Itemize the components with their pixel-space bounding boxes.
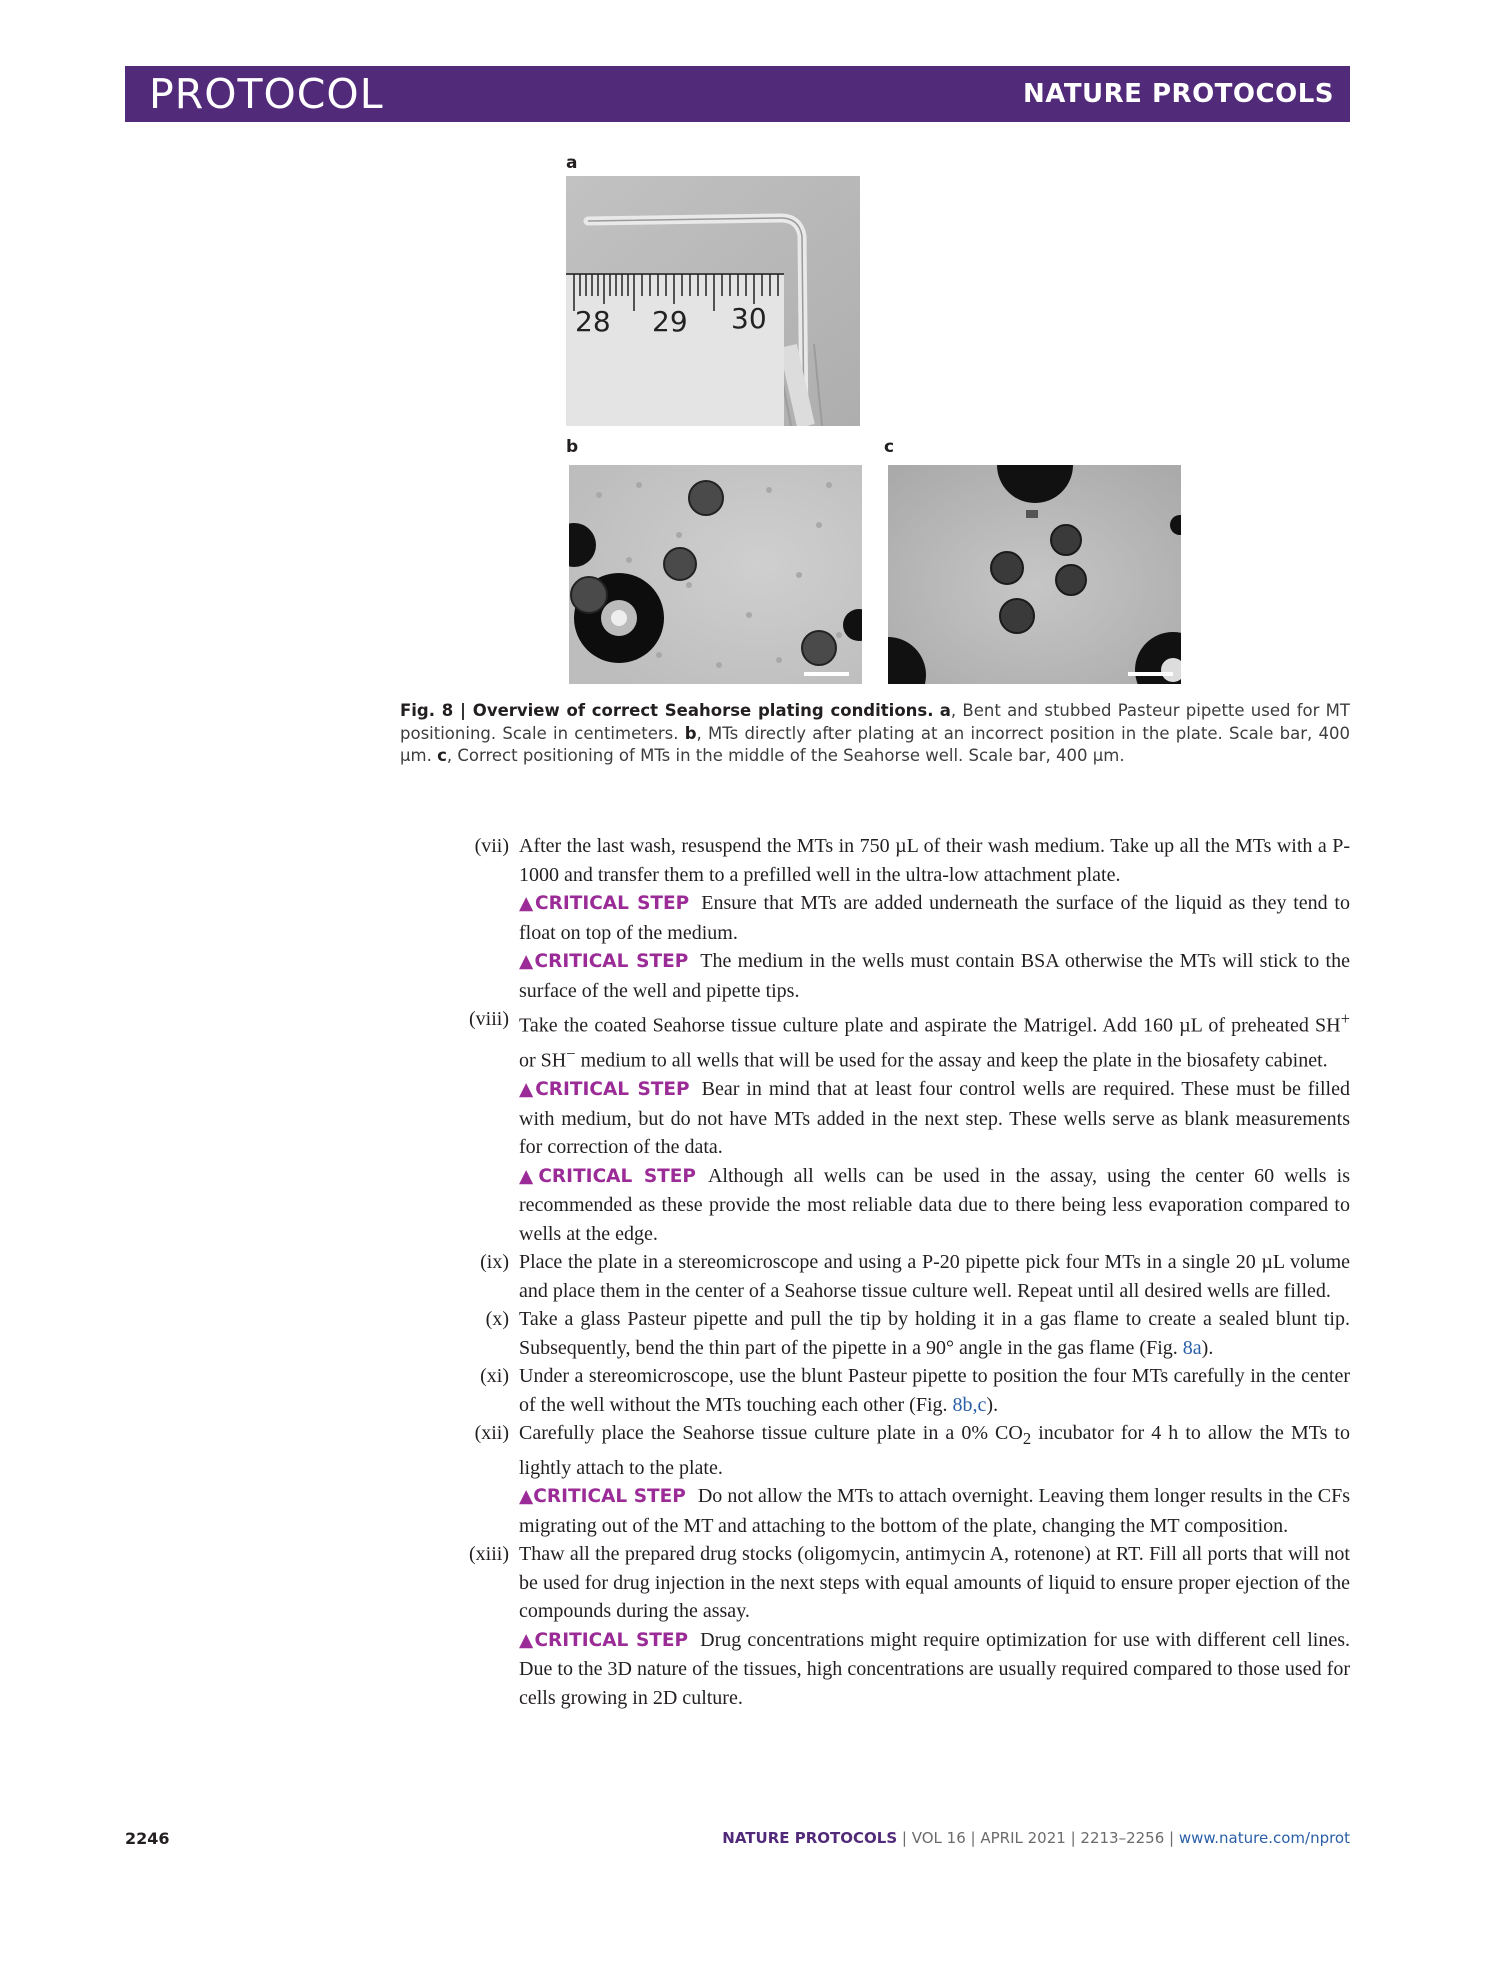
warning-triangle-icon: ▲ [519,893,535,914]
caption-b-label: b [684,723,697,743]
caption-a-label: a [939,701,951,720]
footer-volume: VOL 16 [911,1829,966,1847]
critical-step: ▲CRITICAL STEP The medium in the wells must contain BSA otherwise the MTs will stick to the surface of the well and pipette tips. [519,950,1350,1002]
step-xi [400,1362,1350,1419]
step-number: (xi) [480,1365,509,1388]
panel-a-label: a [566,153,578,173]
critical-step-label: ▲CRITICAL STEP [519,1079,690,1101]
step-number: (xii) [474,1422,509,1445]
footer-date: APRIL 2021 [980,1829,1066,1847]
step-text: Place the plate in a stereomicroscope and using a P-20 pipette pick four MTs in a single 20 µL volume and place them in the center of a Seahorse tissue culture well. Repeat until all desired wells are filled. [519,1251,1350,1302]
ruler-tick-28: 28 [575,305,611,338]
critical-step-label: ▲CRITICAL STEP [519,951,689,972]
critical-step: ▲CRITICAL STEP Ensure that MTs are added underneath the surface of the liquid as they tend to float on top of the medium. [519,892,1350,944]
critical-step: ▲CRITICAL STEP Drug concentrations might require optimization for use with different cell lines. Due to the 3D nature of the tissues, high concentrations are usually required compared to those used for cells growing in 2D culture. [519,1628,1350,1709]
ruler-tick-30: 30 [731,302,767,335]
step-text: Take the coated Seahorse tissue culture plate and aspirate the Matrigel. Add 160 µL of preheated SH+ or SH− medium to all wells that will be used for the assay and keep the plate in the biosafety cabinet. [519,1009,1350,1072]
step-vii [400,832,1350,1005]
footer-citation: NATURE PROTOCOLS | VOL 16 | APRIL 2021 | 2213–2256 | www.nature.com/nprot [722,1829,1350,1847]
step-number: (ix) [480,1251,509,1274]
journal-name: NATURE PROTOCOLS [1022,79,1334,109]
section-label: PROTOCOL [149,70,384,118]
step-number: (x) [485,1308,509,1331]
figure-caption [400,700,1350,768]
warning-triangle-icon: ▲ [519,1079,536,1101]
critical-step-label: ▲CRITICAL STEP [519,1486,686,1508]
step-xii [400,1419,1350,1540]
caption-b-text: , MTs directly after plating at an incorrect position in the plate. Scale bar, 400 µm. [400,723,1350,765]
caption-title: Fig. 8 | Overview of correct Seahorse plating conditions. [400,701,934,720]
panel-b-microscopy-photo [569,465,862,684]
warning-triangle-icon: ▲ [519,1486,534,1508]
header-banner [125,66,1350,122]
step-text: Thaw all the prepared drug stocks (oligomycin, antimycin A, rotenone) at RT. Fill all ports that will not be used for drug injection in the next steps with equal amounts of liquid to ensure proper ejection of the compounds during the assay. [519,1543,1350,1623]
footer-journal: NATURE PROTOCOLS [722,1829,898,1847]
panel-b-label: b [566,437,579,457]
critical-step-label: ▲CRITICAL STEP [519,1165,696,1187]
critical-step-label: ▲CRITICAL STEP [519,1629,689,1651]
procedure-steps [400,832,1350,1712]
warning-triangle-icon: ▲ [519,1165,539,1187]
figure-link-8bc[interactable]: 8b,c [952,1393,987,1416]
critical-step: ▲CRITICAL STEP Although all wells can be used in the assay, using the center 60 wells is recommended as these provide the most reliable data due to there being less evaporation compared to wells at the edge. [519,1164,1350,1245]
step-number: (vii) [474,835,509,857]
caption-c-text: , Correct positioning of MTs in the middle of the Seahorse well. Scale bar, 400 µm. [446,746,1125,765]
step-ix [400,1248,1350,1305]
warning-triangle-icon: ▲ [519,951,535,972]
critical-step: ▲CRITICAL STEP Bear in mind that at least four control wells are required. These must be filled with medium, but do not have MTs added in the next step. These wells serve as blank measurements for correction of the data. [519,1078,1350,1159]
panel-c-label: c [884,437,895,457]
caption-c-label: c [437,746,447,765]
step-x [400,1305,1350,1362]
step-text: Carefully place the Seahorse tissue culture plate in a 0% $CO_2$ incubator for 4 h to allow the MTs to lightly attach to the plate. [519,1422,1350,1479]
critical-step: ▲CRITICAL STEP Do not allow the MTs to attach overnight. Leaving them longer results in the CFs migrating out of the MT and attaching to the bottom of the plate, changing the MT composition. [519,1485,1350,1537]
step-number: (viii) [469,1008,509,1030]
figure-link-8a[interactable]: 8a [1182,1336,1202,1359]
step-xiii [400,1540,1350,1712]
step-viii [400,1005,1350,1248]
warning-triangle-icon: ▲ [519,1629,535,1651]
page-number: 2246 [125,1829,170,1848]
footer-pages: 2213–2256 [1080,1829,1165,1847]
panel-c-microscopy-photo [888,465,1181,684]
caption-a-text: , Bent and stubbed Pasteur pipette used for MT positioning. Scale in centimeters. [400,701,1350,743]
step-text: Take a glass Pasteur pipette and pull the tip by holding it in a gas flame to create a sealed blunt tip. Subsequently, bend the thin part of the pipette in a 90° angle in the gas flame (Fig. 8a). [519,1308,1350,1359]
step-text: Under a stereomicroscope, use the blunt Pasteur pipette to position the four MTs carefully in the center of the well without the MTs touching each other (Fig. 8b,c). [519,1365,1350,1416]
critical-step-label: ▲CRITICAL STEP [519,893,690,914]
panel-a-pipette-photo [566,176,860,426]
step-number: (xiii) [469,1543,509,1566]
ruler-tick-29: 29 [652,305,688,338]
footer-url[interactable]: www.nature.com/nprot [1178,1829,1350,1847]
step-text: After the last wash, resuspend the MTs in 750 µL of their wash medium. Take up all the MTs with a P-1000 and transfer them to a prefilled well in the ultra-low attachment plate. [519,835,1350,886]
